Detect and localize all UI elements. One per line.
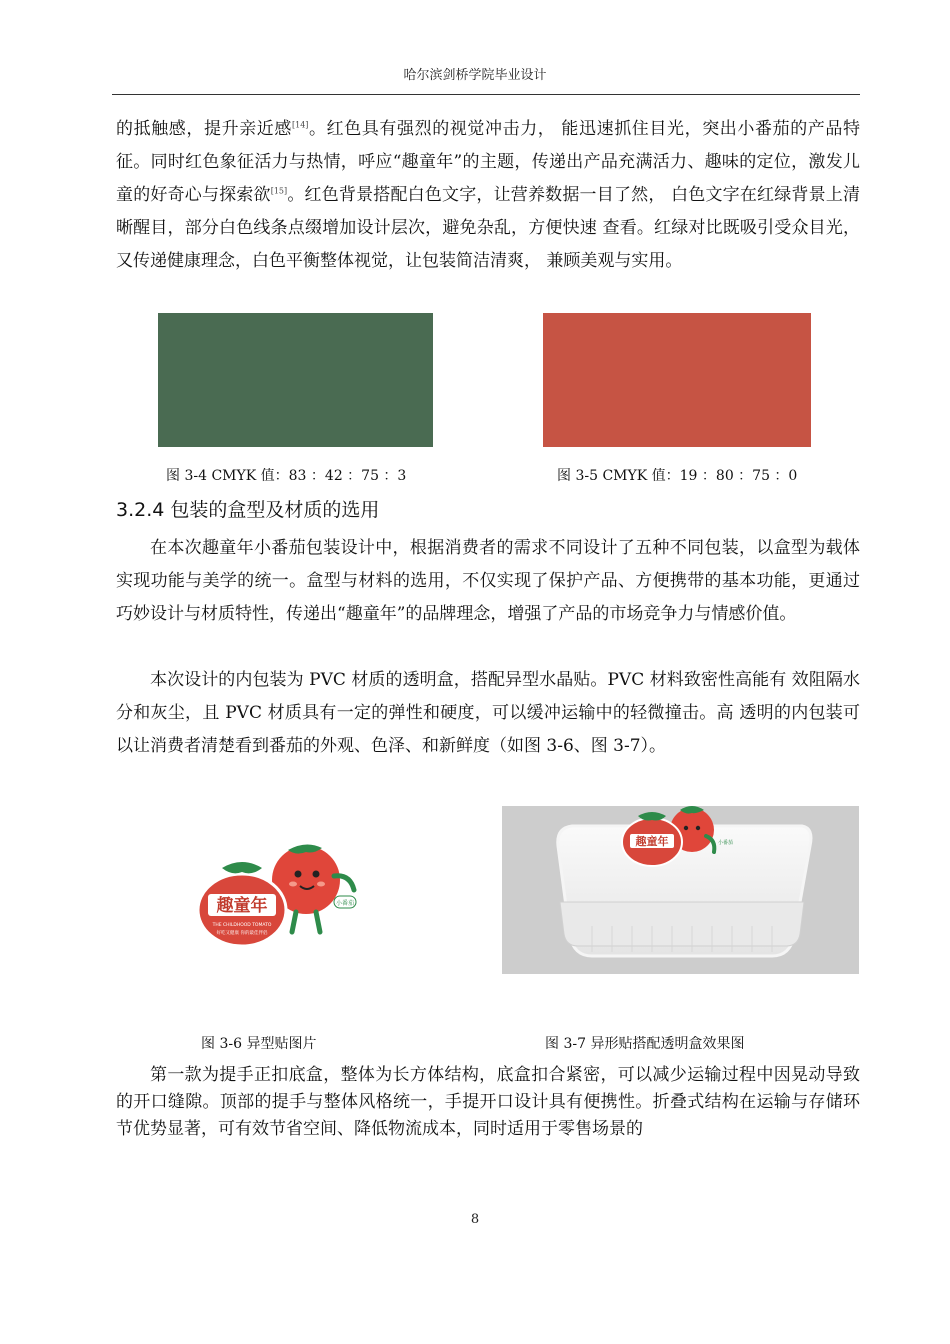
section-heading: 3.2.4 包装的盒型及材质的选用 bbox=[116, 499, 380, 521]
citation-15[interactable]: [15] bbox=[270, 186, 288, 196]
figure-3-7-image bbox=[502, 806, 859, 974]
green-color-swatch bbox=[158, 313, 433, 447]
logo-subtitle-text: THE CHILDHOOD TOMATO bbox=[212, 923, 272, 928]
figure-3-4-caption: 图 3-4 CMYK 值：83 ：42 ：75 ：3 bbox=[166, 468, 407, 484]
transparent-box-illustration bbox=[502, 806, 859, 974]
figure-3-6-image bbox=[196, 840, 366, 950]
mascot-tag-text: 小番茄 bbox=[718, 840, 734, 846]
paragraph-pvc-material: 本次设计的内包装为 PVC 材质的透明盒，搭配异型水晶贴。PVC 材料致密性高能有 效阻隔水分和灰尘，且 PVC 材质具有一定的弹性和硬度，可以缓冲运输中的轻微撞击。高 透明的内包装可以让消费者清楚看到番茄的外观、色泽、和新鲜度（如图 3-6、图 3-7）。 bbox=[116, 670, 860, 756]
logo-title-text: 趣童年 bbox=[635, 835, 669, 848]
red-color-swatch bbox=[543, 313, 811, 447]
figure-3-6-caption: 图 3-6 异型贴图片 bbox=[201, 1036, 317, 1052]
figure-3-5-caption: 图 3-5 CMYK 值：19 ：80 ：75 ：0 bbox=[557, 468, 798, 484]
paragraph-box-design: 在本次趣童年小番茄包装设计中，根据消费者的需求不同设计了五种不同包装，以盒型为载体实现功能与美学的统一。盒型与材料的选用，不仅实现了保护产品、方便携带的基本功能，更通过巧妙设计与材质特性，传递出“趣童年”的品牌理念，增强了产品的市场竞争力与情感价值。 bbox=[116, 538, 860, 624]
citation-14[interactable]: [14] bbox=[292, 120, 309, 130]
paragraph-text: 。红色具有强烈的视觉冲击力， 能迅速抓住目光，突出小番茄的产品特征。同时红色象征活力与热情，呼应“趣童年”的主题，传递出产品充满活力、趣味的定位，激发儿童的好奇心与探索欲 bbox=[116, 119, 861, 205]
page-header: 哈尔滨剑桥学院毕业设计 bbox=[403, 68, 547, 83]
paragraph-text: 的抵触感，提升亲近感 bbox=[116, 119, 292, 139]
header-divider bbox=[112, 94, 860, 95]
paragraph-first-box: 第一款为提手正扣底盒，整体为长方体结构，底盒扣合紧密，可以减少运输过程中因晃动导致的开口缝隙。顶部的提手与整体风格统一，手提开口设计具有便携性。折叠式结构在运输与存储环节优势显著，可有效节省空间、降低物流成本，同时适用于零售场景的 bbox=[116, 1065, 860, 1139]
figure-3-7-caption: 图 3-7 异形贴搭配透明盒效果图 bbox=[545, 1036, 745, 1052]
page-number: 8 bbox=[470, 1212, 480, 1227]
mascot-tag-text: 小番茄 bbox=[335, 900, 355, 907]
logo-title-text: 趣童年 bbox=[216, 896, 268, 916]
paragraph-color-rationale bbox=[116, 113, 860, 278]
logo-leaf-icon bbox=[222, 862, 262, 873]
paragraph-text: 。红色背景搭配白色文字，让营养数据一目了然， 白色文字在红绿背景上清晰醒目，部分白色线条点缀增加设计层次，避免杂乱，方便快速 查看。红绿对比既吸引受众目光， 又传递健康理念，白色平衡整体视觉，让包装简洁清爽， 兼顾美观与实用。 bbox=[116, 185, 861, 271]
tomato-sticker-illustration bbox=[196, 840, 366, 950]
logo-slogan-text: 好吃又健康 你的最佳伴侣 bbox=[216, 931, 268, 936]
